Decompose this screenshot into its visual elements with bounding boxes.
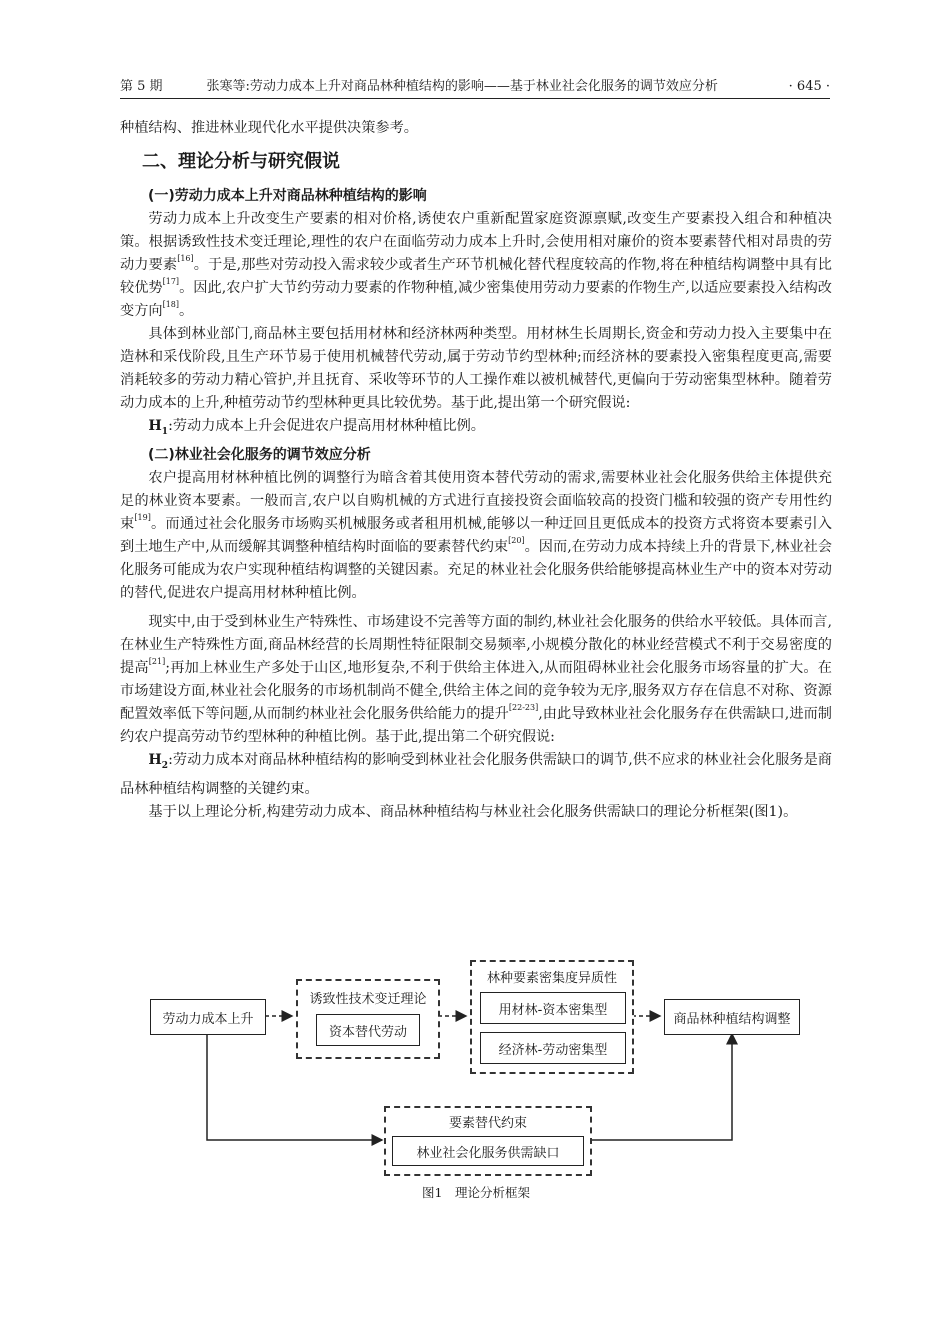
- framework-diagram: [120, 950, 832, 1190]
- running-title: 张寒等:劳动力成本上升对商品林种植结构的影响——基于林业社会化服务的调节效应分析: [206, 79, 718, 94]
- citation[interactable]: [19]: [134, 512, 151, 522]
- sub2-paragraph-2: 现实中,由于受到林业生产特殊性、市场建设不完善等方面的制约,林业社会化服务的供给水平较低。具体而言,在林业生产特殊性方面,商品林经营的长周期性特征限制交易频率,小规模分散化的林业经营模式不利于交易密度的提高[21];再加上林业生产多处于山区,地形复杂,不利于供给主体进入,从而阻碍林业社会化服务市场容量的扩大。在市场建设方面,林业社会化服务的市场机制尚不健全,供给主体之间的竞争较为无序,服务双方存在信息不对称、资源配置效率低下等问题,从而制约林业社会化服务供给能力的提升[22-23],由此导致林业社会化服务存在供需缺口,进而制约农户提高劳动节约型林种的种植比例。基于此,提出第二个研究假说:: [120, 613, 832, 745]
- capital-substitution-box: 资本替代劳动: [316, 1014, 420, 1046]
- structure-adjustment-box: 商品林种植结构调整: [664, 999, 800, 1035]
- species-heterogeneity-title: 林种要素密集度异质性: [486, 971, 617, 986]
- figure-caption: 图1 理论分析框架: [422, 1185, 530, 1200]
- citation[interactable]: [20]: [508, 535, 525, 545]
- hypothesis-1: $H_1$:劳动力成本上升会促进农户提高用材林种植比例。: [148, 418, 485, 437]
- page-number: · 645 ·: [788, 79, 830, 94]
- economic-labor-box: 经济林-劳动密集型: [480, 1032, 626, 1064]
- sub2-paragraph-3: 基于以上理论分析,构建劳动力成本、商品林种植结构与林业社会化服务供需缺口的理论分析框架(图1)。: [148, 803, 798, 820]
- article-body: [120, 117, 832, 824]
- citation[interactable]: [22-23]: [508, 702, 539, 712]
- sub2-paragraph-1: 农户提高用材林种植比例的调整行为暗含着其使用资本替代劳动的需求,需要林业社会化服务供给主体提供充足的林业资本要素。一般而言,农户以自购机械的方式进行直接投资会面临较高的投资门槛和较强的资产专用性约束[19]。而通过社会化服务市场购买机械服务或者租用机械,能够以一种迂回且更低成本的投资方式将资本要素引入到土地生产中,从而缓解其调整种植结构时面临的要素替代约束[20]。因而,在劳动力成本持续上升的背景下,林业社会化服务可能成为农户实现种植结构调整的关键因素。充足的林业社会化服务供给能够提高林业生产中的资本对劳动的替代,促进农户提高用材林种植比例。: [120, 469, 832, 601]
- citation[interactable]: [16]: [177, 254, 194, 263]
- running-header: [120, 76, 830, 99]
- sub1-paragraph-2: 具体到林业部门,商品林主要包括用材林和经济林两种类型。用材林生长周期长,资金和劳动力投入主要集中在造林和采伐阶段,且生产环节易于使用机械替代劳动,属于劳动节约型林种;而经济林的要素投入密集程度更高,需要消耗较多的劳动力精心管护,并且抚育、采收等环节的人工操作难以被机械替代,更偏向于劳动密集型林种。随着劳动力成本的上升,种植劳动节约型林种更具比较优势。基于此,提出第一个研究假说:: [120, 326, 832, 411]
- subsection-2-title: (二)林业社会化服务的调节效应分析: [148, 446, 371, 463]
- section-title: 二、理论分析与研究假说: [142, 151, 340, 172]
- labor-cost-box: 劳动力成本上升: [150, 999, 266, 1035]
- subsection-1-title: (一)劳动力成本上升对商品林种植结构的影响: [148, 188, 427, 204]
- hypothesis-2: $H_2$:劳动力成本对商品林种植结构的影响受到林业社会化服务供需缺口的调节,供不应求的林业社会化服务是商品林种植结构调整的关键约束。: [120, 751, 832, 797]
- service-gap-box: 林业社会化服务供需缺口: [392, 1136, 584, 1166]
- timber-capital-box: 用材林-资本密集型: [480, 992, 626, 1024]
- sub1-paragraph-1: 劳动力成本上升改变生产要素的相对价格,诱使农户重新配置家庭资源禀赋,改变生产要素投入组合和种植决策。根据诱致性技术变迁理论,理性的农户在面临劳动力成本上升时,会使用相对廉价的资本要素替代相对昂贵的劳动力要素[16]。于是,那些对劳动投入需求较少或者生产环节机械化替代程度较高的作物,将在种植结构调整中具有比较优势[17]。因此,农户扩大节约劳动力要素的作物种植,减少密集使用劳动力要素的作物生产,以适应要素投入结构改变方向[18]。: [120, 211, 832, 319]
- induced-innovation-title: 诱致性技术变迁理论: [309, 992, 427, 1007]
- citation[interactable]: [21]: [148, 656, 166, 666]
- citation[interactable]: [17]: [162, 277, 180, 286]
- intro-tail: 种植结构、推进林业现代化水平提供决策参考。: [120, 120, 418, 136]
- factor-constraint-title: 要素替代约束: [448, 1116, 527, 1131]
- issue-number: 第 5 期: [120, 79, 163, 94]
- citation[interactable]: [18]: [162, 300, 179, 309]
